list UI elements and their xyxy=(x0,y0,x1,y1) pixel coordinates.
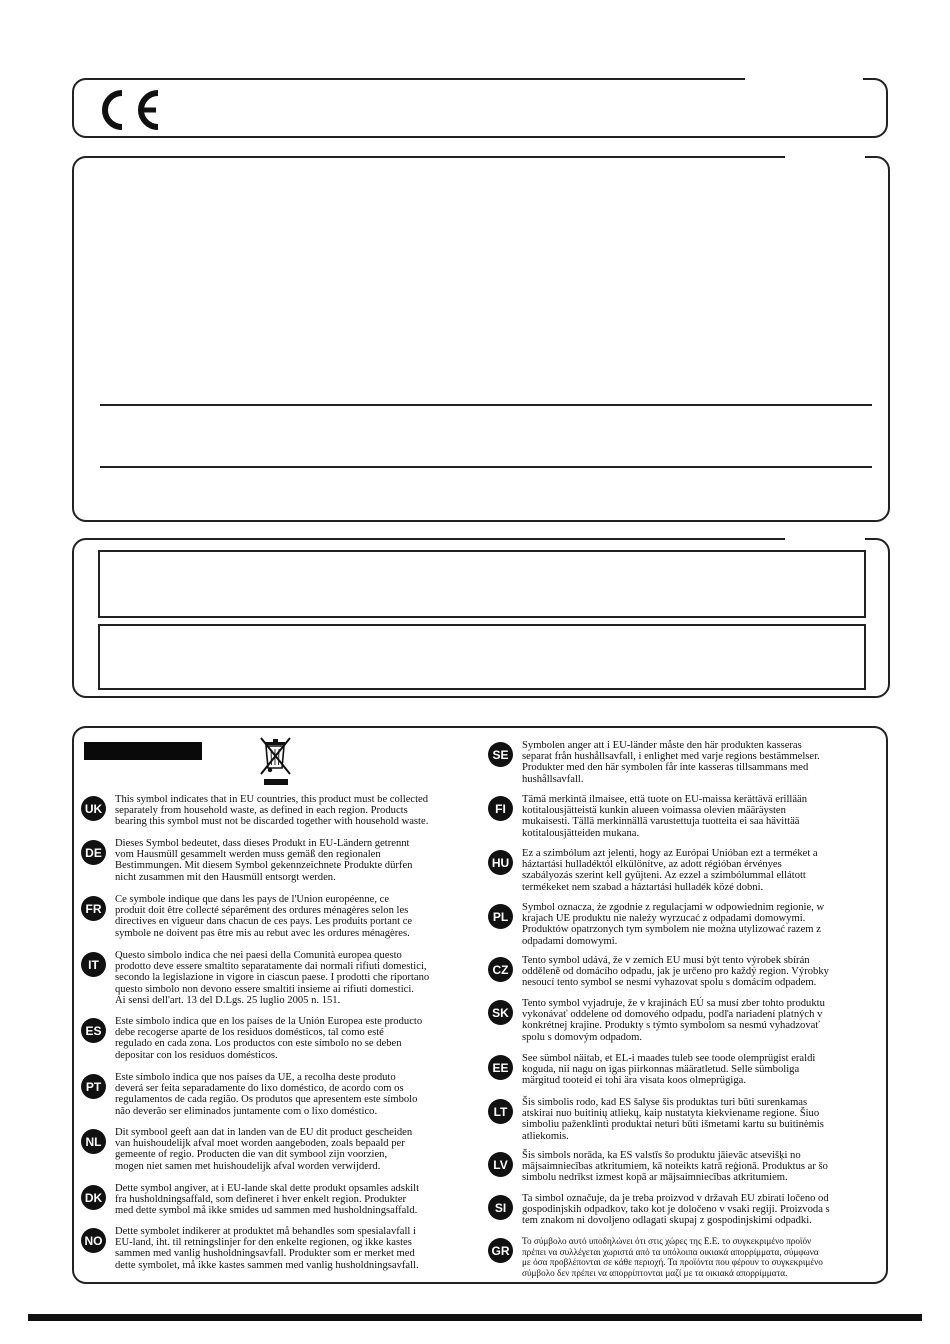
declaration-form-box xyxy=(72,156,890,522)
weee-entry-it xyxy=(81,950,477,1006)
weee-entry-si xyxy=(488,1193,880,1227)
country-badge: UK xyxy=(81,796,106,821)
crossed-out-wheelie-bin-icon xyxy=(256,734,296,786)
ce-mark-icon xyxy=(94,86,164,134)
country-badge: NL xyxy=(81,1129,106,1154)
weee-entry-pt xyxy=(81,1072,477,1117)
info-rectangle-1 xyxy=(98,550,866,618)
weee-entry-text: Dit symbool geeft aan dat in landen van de EU dit product gescheiden van huishoudelijk afval moet worden aangeboden, zoals bepaald per gemeente of regio. Producten die van dit symbool zijn voorzien, mogen niet samen met huishoudelijk afval worden verwijderd. xyxy=(115,1127,413,1172)
weee-entry-text: Este símbolo indica que nos países da UE, a recolha deste produto deverá ser feita separadamente do lixo doméstico, de acordo com os regulamentos de cada região. Os produtos que apresentem este símbolo não deverão ser eliminados juntamente com o lixo doméstico. xyxy=(115,1072,418,1117)
ce-mark-box xyxy=(72,78,888,138)
weee-entry-pl xyxy=(488,902,880,947)
weee-entry-text: Symbolen anger att i EU-länder måste den här produkten kasseras separat från hushållsavfall, i enlighet med varje regions bestämmelser. Produkter med den här symbolen får inte kasseras tillsammans med hushållsavfall. xyxy=(522,740,820,785)
weee-entry-no xyxy=(81,1226,477,1271)
country-badge: GR xyxy=(488,1238,513,1263)
weee-entry-text: Ez a szimbólum azt jelenti, hogy az Európai Unióban ezt a terméket a háztartási hulladéktól elkülönítve, az adott régióban érvényes szabályozás szerint kell gyűjteni. Az ezzel a szimbólummal ellátott termékeket nem szabad a háztartási hulladék közé dobni. xyxy=(522,848,818,893)
country-badge: SE xyxy=(488,742,513,767)
weee-entry-text: Ce symbole indique que dans les pays de l'Union européenne, ce produit doit être collecté séparément des ordures ménagères selon les directives en vigueur dans chacun de ces pays. Les produits portant ce symbole ne doivent pas être mis au rebut avec les ordures ménagères. xyxy=(115,894,413,939)
country-badge: FR xyxy=(81,896,106,921)
weee-entry-text: Tämä merkintä ilmaisee, että tuote on EU-maissa kerättävä erillään kotitalousjätteistä kunkin alueen voimassa olevien määräysten mukaisesti. Tällä merkinnällä varustettuja tuotteita ei saa hävittää kotitalousjätteiden mukana. xyxy=(522,794,808,839)
weee-entry-nl xyxy=(81,1127,477,1172)
weee-entry-text: Este símbolo indica que en los países de la Unión Europea este producto debe recogerse aparte de los residuos domésticos, tal como esté regulado en cada zona. Los productos con este símbolo no se deben depositar con los residuos domésticos. xyxy=(115,1016,423,1061)
country-badge: EE xyxy=(488,1055,513,1080)
country-badge: SI xyxy=(488,1195,513,1220)
weee-entry-text: Tento symbol vyjadruje, že v krajinách EÚ sa musí zber tohto produktu vykonávať oddelene od domového odpadu, podľa nariadení platných v konkrétnej krajine. Produkty s týmto symbolom sa nesmú vyhadzovať spolu s domovým odpadom. xyxy=(522,998,825,1043)
weee-entry-dk xyxy=(81,1183,477,1217)
weee-entry-es xyxy=(81,1016,477,1061)
weee-entry-fr xyxy=(81,894,477,939)
weee-entry-sk xyxy=(488,998,880,1043)
weee-entry-text: Dieses Symbol bedeutet, dass dieses Produkt in EU-Ländern getrennt vom Hausmüll gesammelt werden muss gemäß den regionalen Bestimmungen. Mit diesem Symbol gekennzeichnete Produkte dürfen nicht zusammen mit den Hausmüll entsorgt werden. xyxy=(115,838,413,883)
bottom-rule xyxy=(28,1314,922,1321)
weee-entry-text: Το σύμβολο αυτό υποδηλώνει ότι στις χώρες της Ε.Ε. το συγκεκριμένο προϊόν πρέπει να συλλέγεται χωριστά από τα υπόλοιπα οικιακά απορρίμματα, σύμφωνα με όσα προβλέπονται σε κάθε περιοχή. Τα προϊόντα που φέρουν το συγκεκριμένο σύμβολο δεν πρέπει να απορρίπτονται μαζί με τα οικιακά απορρίμματα. xyxy=(522,1236,823,1278)
country-badge: NO xyxy=(81,1228,106,1253)
form-line-2 xyxy=(100,466,872,468)
weee-entry-text: Ta simbol označuje, da je treba proizvod v državah EU zbirati ločeno od gospodinjskih odpadkov, tako kot je določeno v vsaki regiji. Proizvoda s tem znakom ni dovoljeno odlagati skupaj z gospodinjskimi odpadki. xyxy=(522,1193,830,1227)
form-line-1 xyxy=(100,404,872,406)
info-rectangle-2 xyxy=(98,624,866,690)
country-badge: ES xyxy=(81,1018,106,1043)
country-badge: DE xyxy=(81,840,106,865)
weee-entry-text: Dette symbol angiver, at i EU-lande skal dette produkt opsamles adskilt fra husholdningsaffald, som defineret i hver enkelt region. Produkter med dette symbol må ikke smides ud sammen med husholdningsaffald. xyxy=(115,1183,420,1217)
country-badge: FI xyxy=(488,796,513,821)
weee-entry-text: Symbol oznacza, że zgodnie z regulacjami w odpowiednim regionie, w krajach UE produktu nie należy wyrzucać z odpadami domowymi. Produktów opatrzonych tym symbolem nie można utylizować razem z odpadami domowymi. xyxy=(522,902,825,947)
country-badge: SK xyxy=(488,1000,513,1025)
weee-entry-hu xyxy=(488,848,880,893)
weee-entry-text: See sümbol näitab, et EL-i maades tuleb see toode olemprügist eraldi koguda, nii nagu on igas piirkonnas määratletud. Selle sümboliga märgitud tooteid ei tohi ära visata koos olmeprügiga. xyxy=(522,1053,816,1087)
country-badge: DK xyxy=(81,1185,106,1210)
weee-entry-text: Šis simbols norāda, ka ES valstīs šo produktu jāievāc atsevišķi no mājsaimniecības atkritumiem, kā noteikts katrā reģionā. Produktus ar šo simbolu nedrīkst izmest kopā ar mājsaimniecības atkritumiem. xyxy=(522,1150,828,1184)
country-badge: LT xyxy=(488,1099,513,1124)
weee-entry-text: Questo simbolo indica che nei paesi della Comunità europea questo prodotto deve essere smaltito separatamente dai normali rifiuti domestici, secondo la legislazione in vigore in ciascun paese. I prodotti che riportano questo simbolo non devono essere smaltiti insieme ai rifiuti domestici. Ai sensi dell'art. 13 del D.Lgs. 25 luglio 2005 n. 151. xyxy=(115,950,430,1006)
box-tab-gap xyxy=(745,76,863,82)
country-badge: CZ xyxy=(488,957,513,982)
weee-entry-text: Šis simbolis rodo, kad ES šalyse šis produktas turi būti surenkamas atskirai nuo buitinių atliekų, kaip nustatyta kiekviename regione. Šiuo simboliu paženklinti produktai neturi būti išmetami kartu su buitinėmis atliekomis. xyxy=(522,1097,824,1142)
box-tab-gap xyxy=(785,536,865,542)
weee-entry-fi xyxy=(488,794,880,839)
redacted-label-bar xyxy=(84,742,202,760)
weee-entry-text: This symbol indicates that in EU countries, this product must be collected separately from household waste, as defined in each region. Products bearing this symbol must not be discarded together with household waste. xyxy=(115,794,429,828)
weee-entry-lt xyxy=(488,1097,880,1142)
weee-entry-cz xyxy=(488,955,880,989)
country-badge: IT xyxy=(81,952,106,977)
weee-entry-lv xyxy=(488,1150,880,1184)
weee-entry-text: Dette symbolet indikerer at produktet må behandles som spesialavfall i EU-land, iht. til retningslinjer for den enkelte regionen, og ikke kastes sammen med vanlig husholdningsavfall. Produkter som er merket med dette symbolet, må ikke kastes sammen med vanlig husholdningsavfall. xyxy=(115,1226,419,1271)
weee-entry-ee xyxy=(488,1053,880,1087)
country-badge: LV xyxy=(488,1152,513,1177)
weee-entry-gr xyxy=(488,1236,880,1278)
weee-entry-se xyxy=(488,740,880,785)
country-badge: PT xyxy=(81,1074,106,1099)
box-tab-gap xyxy=(785,154,865,160)
weee-entry-de xyxy=(81,838,477,883)
country-badge: HU xyxy=(488,850,513,875)
weee-entry-uk xyxy=(81,794,477,828)
weee-entry-text: Tento symbol udává, že v zemích EU musí být tento výrobek sbírán odděleně od domácího odpadu, jak je určeno pro každý region. Výrobky nesoucí tento symbol se nesmí vyhazovat spolu s domácím odpadem. xyxy=(522,955,829,989)
country-badge: PL xyxy=(488,904,513,929)
information-box xyxy=(72,538,890,698)
